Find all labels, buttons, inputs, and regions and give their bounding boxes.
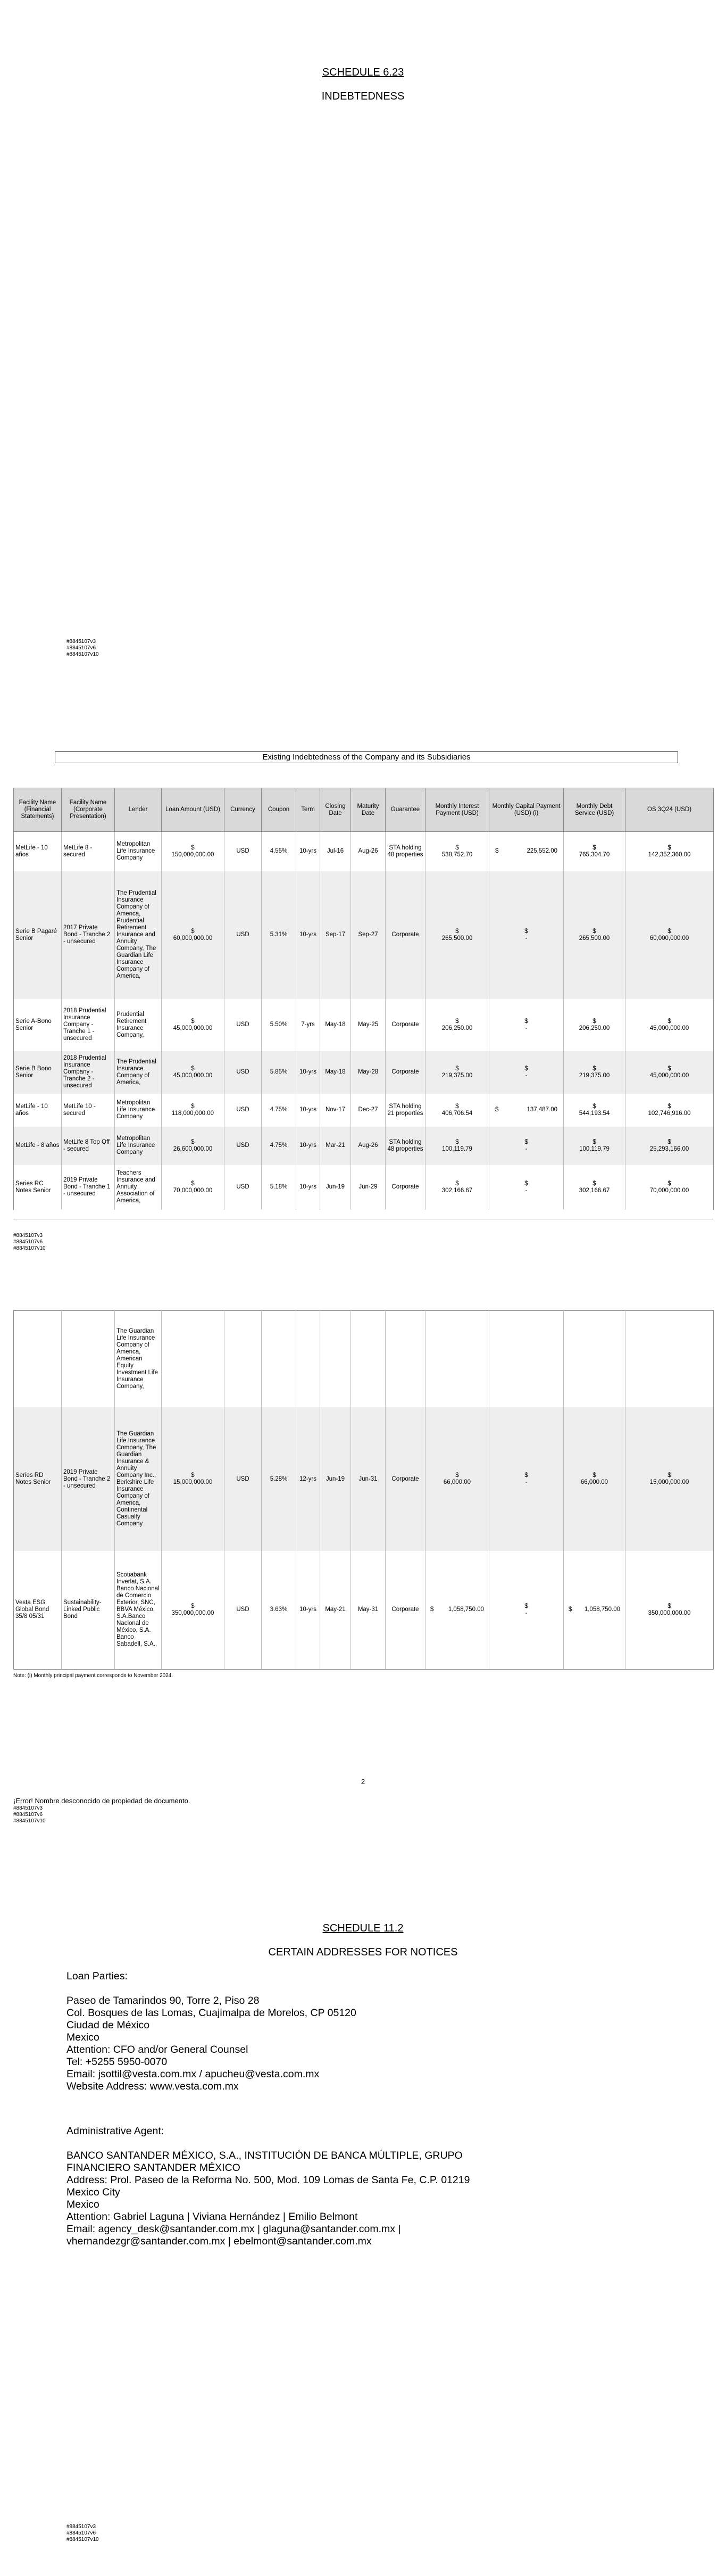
monthly-capital-value: 137,487.00: [527, 1107, 557, 1113]
monthly-interest-value: 1,058,750.00: [448, 1606, 484, 1613]
coupon-cell: 5.18%: [262, 1165, 296, 1210]
monthly-interest-cell-value: 206,250.00: [441, 1025, 473, 1031]
lender-cell: The Guardian Life Insurance Company of America, American Equity Investment Life Insurance Company,: [115, 1310, 162, 1407]
currency-symbol: $: [455, 1065, 459, 1072]
guarantee-cell: Corporate: [386, 1051, 425, 1094]
currency-symbol: $: [593, 1472, 596, 1479]
currency-cell: USD: [224, 1094, 262, 1127]
address-line: BANCO SANTANDER MÉXICO, S.A., INSTITUCIÓN DE BANCA MÚLTIPLE, GRUPO: [66, 2150, 463, 2161]
loan-amount-cell: [162, 1094, 224, 1127]
lender-cell: The Guardian Life Insurance Company, The Guardian Insurance & Annuity Company Inc., Berkshire Life Insurance Company of America, Continental Casualty Company: [115, 1407, 162, 1551]
coupon-cell: 4.55%: [262, 832, 296, 871]
facility-corp-cell: 2018 Prudential Insurance Company - Tranche 2 - unsecured: [62, 1051, 115, 1094]
table-row-continuation: [14, 1310, 714, 1407]
loan-amount-cell: [162, 1127, 224, 1165]
table-row: [14, 1165, 714, 1210]
header-term: Term: [296, 788, 320, 832]
monthly-capital-cell: [489, 832, 564, 871]
guarantee-cell: STA holding 48 properties: [386, 832, 425, 871]
facility-name-cell: MetLife - 10 años: [14, 1094, 62, 1127]
currency-symbol: $: [191, 844, 195, 851]
monthly-service-cell: [564, 1407, 625, 1551]
table-header-row: [14, 788, 714, 832]
guarantee-cell: Corporate: [386, 1407, 425, 1551]
loan-amount-cell: [162, 1551, 224, 1669]
currency-symbol: $: [667, 1472, 671, 1479]
monthly-service-cell: [564, 871, 625, 999]
currency-symbol: $: [430, 1606, 434, 1613]
schedule-6-23-title: SCHEDULE 6.23: [322, 67, 404, 78]
monthly-service-cell: [564, 1165, 625, 1210]
existing-indebtedness-title: Existing Indebtedness of the Company and its Subsidiaries: [55, 752, 678, 763]
loan-amount-cell: [162, 832, 224, 871]
os-3q24-cell-value: 45,000,000.00: [649, 1072, 689, 1079]
os-3q24-cell: [625, 1094, 714, 1127]
address-line: Mexico: [66, 2199, 99, 2210]
lender-cell: Prudential Retirement Insurance Company,: [115, 999, 162, 1051]
currency-cell: USD: [224, 832, 262, 871]
monthly-capital-cell: [489, 1407, 564, 1551]
os-3q24-cell: [625, 999, 714, 1051]
currency-symbol: $: [667, 1103, 671, 1110]
maturity-date-cell: Aug-26: [351, 1127, 386, 1165]
currency-symbol: $: [524, 928, 528, 935]
header-facility-fs: Facility Name (Financial Statements): [14, 788, 62, 832]
monthly-interest-cell: [425, 871, 489, 999]
currency-symbol: $: [524, 1138, 528, 1145]
monthly-service-cell-value: 265,500.00: [579, 935, 610, 942]
term-cell: 10-yrs: [296, 871, 320, 999]
doc-id: #8845107v10: [13, 1818, 46, 1824]
header-maturity-date: Maturity Date: [351, 788, 386, 832]
loan-amount-cell-value: 45,000,000.00: [173, 1025, 213, 1031]
facility-corp-cell: 2018 Prudential Insurance Company - Tranche 1 - unsecured: [62, 999, 115, 1051]
monthly-capital-cell: [489, 1094, 564, 1127]
maturity-date-cell: May-28: [351, 1051, 386, 1094]
header-monthly-service: Monthly Debt Service (USD): [564, 788, 625, 832]
loan-amount-cell: [162, 1407, 224, 1551]
address-line: Attention: CFO and/or General Counsel: [66, 2044, 248, 2055]
monthly-capital-value: -: [525, 1187, 528, 1194]
os-3q24-cell-value: 60,000,000.00: [649, 935, 689, 942]
doc-ids-page2: [13, 1233, 46, 1252]
closing-date-cell: May-21: [320, 1551, 351, 1669]
monthly-capital-cell: [489, 1127, 564, 1165]
coupon-cell: 4.75%: [262, 1094, 296, 1127]
currency-symbol: $: [455, 1138, 459, 1145]
error-property-text: ¡Error! Nombre desconocido de propiedad de documento.: [13, 1797, 190, 1805]
os-3q24-cell: [625, 1127, 714, 1165]
monthly-service-cell-value: 219,375.00: [579, 1072, 610, 1079]
loan-parties-block: [66, 1970, 356, 2093]
currency-symbol: $: [191, 1103, 195, 1110]
facility-corp-cell: 2019 Private Bond - Tranche 1 - unsecured: [62, 1165, 115, 1210]
lender-cell: The Prudential Insurance Company of America,: [115, 1051, 162, 1094]
address-line: Ciudad de México: [66, 2019, 150, 2031]
doc-id: #8845107v3: [13, 1233, 43, 1239]
doc-id: #8845107v6: [66, 2530, 96, 2536]
monthly-capital-value: -: [525, 1145, 528, 1152]
currency-symbol: $: [593, 1018, 596, 1025]
monthly-interest-cell: [425, 1127, 489, 1165]
loan-amount-cell: [162, 999, 224, 1051]
monthly-capital-value: -: [525, 1479, 528, 1485]
currency-cell: USD: [224, 1051, 262, 1094]
os-3q24-cell: [625, 1407, 714, 1551]
currency-symbol: $: [593, 1065, 596, 1072]
monthly-service-cell-value: 66,000.00: [580, 1479, 608, 1485]
closing-date-cell: Jun-19: [320, 1165, 351, 1210]
monthly-interest-cell: [425, 1407, 489, 1551]
currency-symbol: $: [495, 1107, 499, 1113]
currency-symbol: $: [524, 1472, 528, 1479]
doc-ids-page1: [66, 639, 99, 658]
admin-agent-label: Administrative Agent:: [66, 2125, 164, 2137]
loan-amount-cell-value: 70,000,000.00: [173, 1187, 213, 1194]
closing-date-cell: Nov-17: [320, 1094, 351, 1127]
monthly-service-cell: [564, 1127, 625, 1165]
os-3q24-cell-value: 350,000,000.00: [648, 1609, 691, 1616]
facility-corp-cell: 2019 Private Bond - Tranche 2 - unsecured: [62, 1407, 115, 1551]
currency-cell: USD: [224, 999, 262, 1051]
currency-symbol: $: [667, 1065, 671, 1072]
monthly-capital-cell: [489, 1165, 564, 1210]
address-line: Mexico: [66, 2032, 99, 2043]
facility-name-cell: MetLife - 10 años: [14, 832, 62, 871]
monthly-service-cell-value: 302,166.67: [579, 1187, 610, 1194]
monthly-service-value: 1,058,750.00: [584, 1606, 620, 1613]
facility-name-cell: Serie B Bono Senior: [14, 1051, 62, 1094]
address-line: Paseo de Tamarindos 90, Torre 2, Piso 28: [66, 1995, 260, 2007]
loan-amount-cell: [162, 1051, 224, 1094]
monthly-interest-cell-value: 66,000.00: [443, 1479, 471, 1485]
header-facility-corp: Facility Name (Corporate Presentation): [62, 788, 115, 832]
loan-amount-cell-value: 45,000,000.00: [173, 1072, 213, 1079]
closing-date-cell: Jul-16: [320, 832, 351, 871]
guarantee-cell: STA holding 48 properties: [386, 1127, 425, 1165]
term-cell: 10-yrs: [296, 1127, 320, 1165]
doc-id: #8845107v10: [66, 2537, 99, 2542]
doc-ids-page3: [13, 1805, 46, 1824]
monthly-capital-cell: [489, 1551, 564, 1669]
currency-symbol: $: [455, 1180, 459, 1187]
header-loan-amount: Loan Amount (USD): [162, 788, 224, 832]
currency-symbol: $: [191, 1018, 195, 1025]
indebtedness-subtitle: INDEBTEDNESS: [321, 90, 405, 102]
monthly-capital-cell: [489, 1051, 564, 1094]
os-3q24-cell-value: 25,293,166.00: [649, 1145, 689, 1152]
coupon-cell: 5.28%: [262, 1407, 296, 1551]
term-cell: 7-yrs: [296, 999, 320, 1051]
currency-symbol: $: [455, 1018, 459, 1025]
term-cell: 10-yrs: [296, 1051, 320, 1094]
currency-symbol: $: [593, 928, 596, 935]
doc-id: #8845107v10: [66, 651, 99, 657]
currency-symbol: $: [191, 928, 195, 935]
currency-symbol: $: [495, 848, 499, 855]
currency-cell: USD: [224, 1407, 262, 1551]
lender-cell: Metropolitan Life Insurance Company: [115, 1127, 162, 1165]
facility-corp-cell: MetLife 8 - secured: [62, 832, 115, 871]
currency-symbol: $: [667, 1138, 671, 1145]
monthly-interest-cell-value: 219,375.00: [441, 1072, 473, 1079]
os-3q24-cell-value: 70,000,000.00: [649, 1187, 689, 1194]
notices-subtitle: CERTAIN ADDRESSES FOR NOTICES: [268, 1946, 458, 1958]
facility-corp-cell: 2017 Private Bond - Tranche 2 - unsecured: [62, 871, 115, 999]
lender-cell: Metropolitan Life Insurance Company: [115, 832, 162, 871]
monthly-capital-cell: [489, 871, 564, 999]
lender-cell: Metropolitan Life Insurance Company: [115, 1094, 162, 1127]
monthly-interest-cell-value: 100,119.79: [442, 1145, 472, 1152]
header-monthly-capital: Monthly Capital Payment (USD) (i): [489, 788, 564, 832]
doc-ids-page4: [66, 2524, 99, 2543]
address-line: FINANCIERO SANTANDER MÉXICO: [66, 2162, 240, 2174]
maturity-date-cell: Jun-29: [351, 1165, 386, 1210]
header-closing-date: Closing Date: [320, 788, 351, 832]
facility-name-cell: Serie B Pagaré Senior: [14, 871, 62, 999]
monthly-service-cell: [564, 999, 625, 1051]
loan-amount-cell: [162, 1165, 224, 1210]
header-monthly-interest: Monthly Interest Payment (USD): [425, 788, 489, 832]
header-guarantee: Guarantee: [386, 788, 425, 832]
monthly-interest-cell: [425, 1165, 489, 1210]
os-3q24-cell-value: 15,000,000.00: [649, 1479, 689, 1485]
doc-id: #8845107v6: [13, 1239, 43, 1245]
address-line: Attention: Gabriel Laguna | Viviana Hernández | Emilio Belmont: [66, 2211, 358, 2223]
doc-id: #8845107v6: [13, 1812, 43, 1818]
currency-cell: USD: [224, 1165, 262, 1210]
loan-parties-label: Loan Parties:: [66, 1970, 128, 1982]
lender-cell: Teachers Insurance and Annuity Association of America,: [115, 1165, 162, 1210]
monthly-interest-cell-value: 538,752.70: [441, 851, 473, 858]
guarantee-cell: Corporate: [386, 871, 425, 999]
doc-id: #8845107v6: [66, 645, 96, 651]
closing-date-cell: May-18: [320, 999, 351, 1051]
doc-id: #8845107v3: [13, 1805, 43, 1811]
currency-symbol: $: [191, 1472, 195, 1479]
monthly-service-cell-value: 100,119.79: [579, 1145, 610, 1152]
address-line: Tel: +5255 5950-0070: [66, 2056, 168, 2068]
term-cell: 12-yrs: [296, 1407, 320, 1551]
currency-symbol: $: [191, 1065, 195, 1072]
coupon-cell: 4.75%: [262, 1127, 296, 1165]
address-line: Col. Bosques de las Lomas, Cuajimalpa de Morelos, CP 05120: [66, 2007, 356, 2019]
monthly-service-cell: [564, 1094, 625, 1127]
monthly-capital-value: -: [525, 935, 528, 942]
currency-symbol: $: [455, 844, 459, 851]
maturity-date-cell: May-31: [351, 1551, 386, 1669]
table-row: [14, 1407, 714, 1551]
monthly-interest-cell: [425, 832, 489, 871]
monthly-interest-cell: [425, 1094, 489, 1127]
lender-cell: Scotiabank Inverlat, S.A. Banco Nacional de Comercio Exterior, SNC, BBVA México, S.A.Banco Nacional de México, S.A. Banco Sabadell, S.A.,: [115, 1551, 162, 1669]
table-footnote: Note: (i) Monthly principal payment corresponds to November 2024.: [13, 1673, 173, 1679]
table-row: [14, 871, 714, 999]
maturity-date-cell: May-25: [351, 999, 386, 1051]
monthly-capital-value: -: [525, 1072, 528, 1079]
table-row: [14, 1127, 714, 1165]
loan-amount-cell-value: 60,000,000.00: [173, 935, 213, 942]
currency-symbol: $: [593, 1180, 596, 1187]
facility-name-cell: Vesta ESG Global Bond 35/8 05/31: [14, 1551, 62, 1669]
table-row: [14, 999, 714, 1051]
currency-cell: USD: [224, 1551, 262, 1669]
header-coupon: Coupon: [262, 788, 296, 832]
currency-symbol: $: [191, 1138, 195, 1145]
currency-symbol: $: [524, 1180, 528, 1187]
doc-id: #8845107v3: [66, 2524, 96, 2530]
monthly-interest-cell: [425, 999, 489, 1051]
term-cell: 10-yrs: [296, 832, 320, 871]
address-line: Address: Prol. Paseo de la Reforma No. 500, Mod. 109 Lomas de Santa Fe, C.P. 01219: [66, 2174, 470, 2186]
facility-name-cell: MetLife - 8 años: [14, 1127, 62, 1165]
currency-symbol: $: [667, 1180, 671, 1187]
table-row: [14, 1094, 714, 1127]
page-number: 2: [361, 1778, 365, 1786]
os-3q24-cell: [625, 1051, 714, 1094]
facility-corp-cell: Sustainability-Linked Public Bond: [62, 1551, 115, 1669]
header-lender: Lender: [115, 788, 162, 832]
closing-date-cell: Jun-19: [320, 1407, 351, 1551]
monthly-capital-value: -: [525, 1025, 528, 1031]
monthly-interest-cell-value: 302,166.67: [441, 1187, 473, 1194]
currency-cell: USD: [224, 1127, 262, 1165]
monthly-interest-cell-value: 265,500.00: [441, 935, 473, 942]
address-line: vhernandezgr@santander.com.mx | ebelmont@santander.com.mx: [66, 2235, 372, 2247]
currency-symbol: $: [455, 1472, 459, 1479]
currency-symbol: $: [667, 1018, 671, 1025]
coupon-cell: 5.50%: [262, 999, 296, 1051]
currency-symbol: $: [455, 1103, 459, 1110]
monthly-service-cell: [564, 832, 625, 871]
os-3q24-cell-value: 45,000,000.00: [649, 1025, 689, 1031]
coupon-cell: 5.85%: [262, 1051, 296, 1094]
facility-name-cell: Serie A-Bono Senior: [14, 999, 62, 1051]
term-cell: 10-yrs: [296, 1094, 320, 1127]
facility-corp-cell: MetLife 8 Top Off - secured: [62, 1127, 115, 1165]
facility-name-cell: Series RC Notes Senior: [14, 1165, 62, 1210]
currency-symbol: $: [593, 844, 596, 851]
admin-agent-block: [66, 2125, 470, 2248]
currency-symbol: $: [191, 1603, 195, 1609]
facility-name-cell: Series RD Notes Senior: [14, 1407, 62, 1551]
os-3q24-cell-value: 142,352,360.00: [648, 851, 691, 858]
guarantee-cell: Corporate: [386, 1165, 425, 1210]
os-3q24-cell: [625, 1551, 714, 1669]
monthly-capital-value: -: [525, 1609, 528, 1616]
maturity-date-cell: Dec-27: [351, 1094, 386, 1127]
table-row: [14, 1051, 714, 1094]
currency-symbol: $: [191, 1180, 195, 1187]
monthly-service-cell-value: 765,304.70: [579, 851, 610, 858]
address-line: Mexico City: [66, 2186, 120, 2198]
currency-symbol: $: [593, 1138, 596, 1145]
lender-cell: The Prudential Insurance Company of America, Prudential Retirement Insurance and Annuity Company, The Guardian Life Insurance Company of America,: [115, 871, 162, 999]
monthly-interest-cell: [425, 1551, 489, 1669]
monthly-capital-cell: [489, 999, 564, 1051]
table-row: [14, 832, 714, 871]
loan-amount-cell-value: 15,000,000.00: [173, 1479, 213, 1485]
monthly-service-cell: [564, 1051, 625, 1094]
monthly-service-cell-value: 544,193.54: [579, 1110, 610, 1117]
loan-amount-cell-value: 150,000,000.00: [171, 851, 214, 858]
term-cell: 10-yrs: [296, 1551, 320, 1669]
address-line: Email: agency_desk@santander.com.mx | glaguna@santander.com.mx |: [66, 2223, 401, 2235]
currency-symbol: $: [667, 928, 671, 935]
closing-date-cell: May-18: [320, 1051, 351, 1094]
maturity-date-cell: Jun-31: [351, 1407, 386, 1551]
doc-id: #8845107v3: [66, 639, 96, 645]
guarantee-cell: STA holding 21 properties: [386, 1094, 425, 1127]
table-row: [14, 1551, 714, 1669]
header-currency: Currency: [224, 788, 262, 832]
currency-symbol: $: [667, 1603, 671, 1609]
term-cell: 10-yrs: [296, 1165, 320, 1210]
currency-symbol: $: [455, 928, 459, 935]
coupon-cell: 5.31%: [262, 871, 296, 999]
indebtedness-table-continued: [13, 1310, 714, 1670]
loan-amount-cell-value: 118,000,000.00: [171, 1110, 214, 1117]
loan-amount-cell-value: 26,600,000.00: [173, 1145, 213, 1152]
guarantee-cell: Corporate: [386, 999, 425, 1051]
currency-symbol: $: [593, 1103, 596, 1110]
currency-symbol: $: [569, 1606, 572, 1613]
closing-date-cell: Sep-17: [320, 871, 351, 999]
loan-amount-cell-value: 350,000,000.00: [171, 1609, 214, 1616]
currency-symbol: $: [524, 1065, 528, 1072]
loan-amount-cell: [162, 871, 224, 999]
os-3q24-cell: [625, 871, 714, 999]
monthly-capital-value: 225,552.00: [527, 848, 557, 855]
currency-symbol: $: [524, 1018, 528, 1025]
schedule-11-2-title: SCHEDULE 11.2: [322, 1922, 404, 1934]
monthly-service-cell-value: 206,250.00: [579, 1025, 610, 1031]
os-3q24-cell: [625, 832, 714, 871]
facility-corp-cell: MetLife 10 - secured: [62, 1094, 115, 1127]
monthly-service-cell: [564, 1551, 625, 1669]
maturity-date-cell: Aug-26: [351, 832, 386, 871]
doc-id: #8845107v10: [13, 1245, 46, 1251]
header-os-3q24: OS 3Q24 (USD): [625, 788, 714, 832]
os-3q24-cell-value: 102,746,916.00: [648, 1110, 691, 1117]
currency-symbol: $: [524, 1603, 528, 1609]
monthly-interest-cell: [425, 1051, 489, 1094]
address-line: Email: jsottil@vesta.com.mx / apucheu@vesta.com.mx: [66, 2068, 320, 2080]
indebtedness-table: [13, 788, 714, 1210]
monthly-interest-cell-value: 406,706.54: [441, 1110, 473, 1117]
maturity-date-cell: Sep-27: [351, 871, 386, 999]
guarantee-cell: Corporate: [386, 1551, 425, 1669]
os-3q24-cell: [625, 1165, 714, 1210]
closing-date-cell: Mar-21: [320, 1127, 351, 1165]
currency-symbol: $: [667, 844, 671, 851]
currency-cell: USD: [224, 871, 262, 999]
address-line: Website Address: www.vesta.com.mx: [66, 2080, 239, 2092]
coupon-cell: 3.63%: [262, 1551, 296, 1669]
